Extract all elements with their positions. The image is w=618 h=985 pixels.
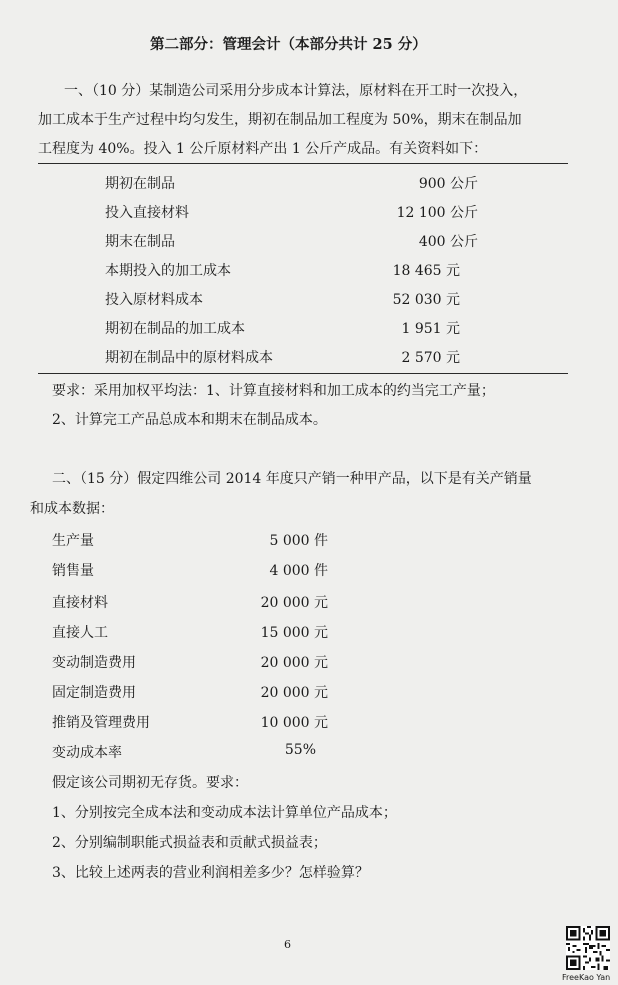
table-row-label: 投入直接材料 [105, 205, 189, 221]
list-item-value: 15 000 元 [260, 625, 328, 641]
list-item-value: 20 000 元 [260, 595, 328, 611]
q1-requirement-1: 要求：采用加权平均法：1、计算直接材料和加工成本的约当完工产量； [52, 383, 495, 399]
q1-line-2: 加工成本于生产过程中均匀发生，期初在制品加工程度为 50%，期末在制品加 [38, 112, 522, 128]
qr-code-icon [566, 926, 610, 970]
q2-requirement-2: 2、分别编制职能式损益表和贡献式损益表； [52, 835, 327, 851]
q2-requirement-1: 1、分别按完全成本法和变动成本法计算单位产品成本； [52, 805, 397, 821]
list-item-value: 10 000 元 [260, 715, 328, 731]
table-row-value: 18 465 元 [392, 263, 460, 279]
list-item-value: 20 000 元 [260, 655, 328, 671]
list-item-value: 4 000 件 [269, 563, 328, 579]
table-row-label: 投入原材料成本 [105, 292, 203, 308]
q1-line-1: 一、（10 分）某制造公司采用分步成本计算法，原材料在开工时一次投入， [64, 83, 528, 99]
q1-line-3: 工程度为 40%。投入 1 公斤原材料产出 1 公斤产成品。有关资料如下： [38, 141, 488, 157]
list-item-label: 固定制造费用 [52, 685, 136, 701]
table-row-value: 1 951 元 [401, 321, 460, 337]
list-item-label: 生产量 [52, 533, 94, 549]
table-row-value: 400 公斤 [418, 234, 478, 250]
table-row-value: 2 570 元 [401, 350, 460, 366]
q2-line-2: 和成本数据： [30, 501, 114, 517]
table-row-label: 期初在制品的加工成本 [105, 321, 245, 337]
page-number: 6 [284, 938, 291, 951]
list-item-value: 5 000 件 [269, 533, 328, 549]
list-item-value: 20 000 元 [260, 685, 328, 701]
table-row-label: 期初在制品中的原材料成本 [105, 350, 273, 366]
list-item-label: 直接材料 [52, 595, 108, 611]
list-item-label: 变动制造费用 [52, 655, 136, 671]
table-row-value: 12 100 公斤 [396, 205, 478, 221]
list-item-label: 变动成本率 [52, 745, 122, 761]
list-item-label: 推销及管理费用 [52, 715, 150, 731]
table-row-label: 本期投入的加工成本 [105, 263, 231, 279]
table-row-value: 900 公斤 [418, 176, 478, 192]
q1-requirement-2: 2、计算完工产品总成本和期末在制品成本。 [52, 412, 327, 428]
qr-caption: FreeKao Yan [562, 973, 611, 982]
q2-requirement-3: 3、比较上述两表的营业利润相差多少？怎样验算？ [52, 865, 369, 881]
table-row-label: 期末在制品 [105, 234, 175, 250]
list-item-label: 直接人工 [52, 625, 108, 641]
table-bottom-rule [38, 373, 568, 374]
q2-line-1: 二、（15 分）假定四维公司 2014 年度只产销一种甲产品，以下是有关产销量 [52, 471, 532, 487]
q2-requirement-intro: 假定该公司期初无存货。要求： [52, 775, 248, 791]
table-top-rule [38, 163, 568, 164]
table-row-label: 期初在制品 [105, 176, 175, 192]
list-item-label: 销售量 [52, 563, 94, 579]
list-item-value: 55% [284, 742, 316, 758]
table-row-value: 52 030 元 [392, 292, 460, 308]
section-title: 第二部分：管理会计（本部分共计 25 分） [150, 36, 427, 53]
